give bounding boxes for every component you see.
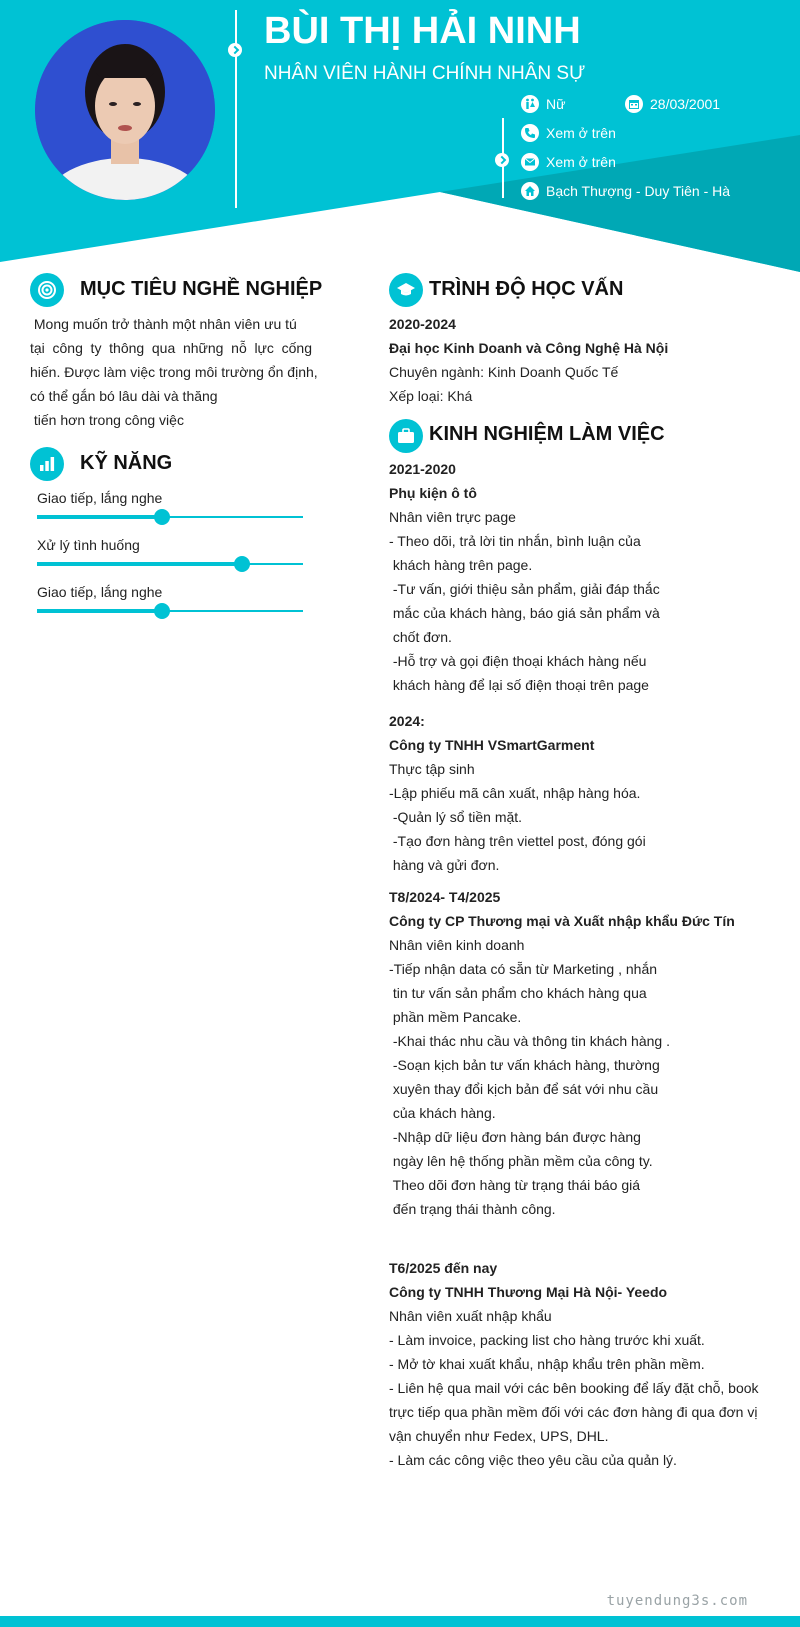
job-line: khách hàng để lại số điện thoại trên page [389, 677, 649, 693]
graduation-cap-icon [389, 273, 423, 307]
experience-title: KINH NGHIỆM LÀM VIỆC [429, 423, 665, 445]
bar-chart-icon [30, 447, 64, 481]
contact-phone: Xem ở trên [546, 125, 616, 141]
job-line: Theo dõi đơn hàng từ trạng thái báo giá [389, 1177, 641, 1193]
job-line: khách hàng trên page. [389, 557, 533, 573]
contact-birthday: 28/03/2001 [650, 96, 721, 112]
job-line: đến trạng thái thành công. [389, 1201, 556, 1217]
job-line: -Hỗ trợ và gọi điện thoại khách hàng nếu [389, 653, 647, 669]
skill-label: Giao tiếp, lắng nghe [37, 490, 163, 506]
job-line: - Liên hệ qua mail với các bên booking để lấy đặt chỗ, book [389, 1380, 759, 1396]
job-line: chốt đơn. [389, 629, 452, 645]
education-grade: Xếp loại: Khá [389, 388, 473, 404]
education-school: Đại học Kinh Doanh và Công Nghệ Hà Nội [389, 340, 669, 356]
education-title: TRÌNH ĐỘ HỌC VẤN [429, 278, 624, 300]
skill-label: Xử lý tình huống [37, 537, 140, 553]
job-line: - Làm invoice, packing list cho hàng trước khi xuất. [389, 1332, 705, 1348]
job-line: -Lập phiếu mã cân xuất, nhập hàng hóa. [389, 785, 641, 801]
target-icon [30, 273, 64, 307]
job-line: -Nhập dữ liệu đơn hàng bán được hàng [389, 1129, 641, 1145]
experience-job [389, 457, 660, 697]
avatar [35, 20, 215, 200]
objective-line: hiến. Được làm việc trong môi trường ổn định, [30, 364, 318, 380]
job-period: 2024: [389, 713, 425, 729]
job-line: -Tư vấn, giới thiệu sản phẩm, giải đáp thắc [389, 581, 660, 597]
job-line: hàng và gửi đơn. [389, 857, 500, 873]
job-line: -Soạn kịch bản tư vấn khách hàng, thường [389, 1057, 660, 1073]
skill-slider-knob [154, 603, 170, 619]
job-line: -Khai thác nhu cầu và thông tin khách hàng . [389, 1033, 670, 1049]
skill-slider-fill [37, 609, 162, 613]
education-major: Chuyên ngành: Kinh Doanh Quốc Tế [389, 364, 619, 380]
contact-email: Xem ở trên [546, 154, 616, 170]
job-company: Công ty TNHH VSmartGarment [389, 737, 595, 753]
gender-icon [521, 95, 539, 113]
job-role: Nhân viên xuất nhập khẩu [389, 1308, 552, 1324]
objective-text [30, 312, 318, 432]
job-role: Nhân viên trực page [389, 509, 516, 525]
skill-slider-fill [37, 562, 242, 566]
objective-line: có thể gắn bó lâu dài và thăng [30, 388, 218, 404]
skill-slider-track [37, 563, 303, 565]
home-icon [521, 182, 539, 200]
education-period: 2020-2024 [389, 316, 456, 332]
header-divider-line [235, 10, 237, 208]
job-role: Nhân viên kinh doanh [389, 937, 525, 953]
candidate-name: BÙI THỊ HẢI NINH [264, 10, 581, 52]
header-divider-dot-icon [228, 43, 242, 57]
skill-label: Giao tiếp, lắng nghe [37, 584, 163, 600]
skill-slider-track [37, 610, 303, 612]
job-period: T8/2024- T4/2025 [389, 889, 501, 905]
job-line: -Tiếp nhận data có sẵn từ Marketing , nhắn [389, 961, 658, 977]
job-line: mắc của khách hàng, báo giá sản phẩm và [389, 605, 660, 621]
experience-job [389, 1256, 759, 1472]
skill-slider-fill [37, 515, 162, 519]
skill-slider-knob [154, 509, 170, 525]
skills-title: KỸ NĂNG [80, 452, 173, 474]
skill-slider-knob [234, 556, 250, 572]
job-line: vận chuyển như Fedex, UPS, DHL. [389, 1428, 609, 1444]
email-icon [521, 153, 539, 171]
contact-gender: Nữ [546, 96, 566, 112]
watermark: tuyendung3s.com [606, 1593, 748, 1609]
objective-line: tiến hơn trong công việc [30, 412, 184, 428]
job-line: -Quản lý sổ tiền mặt. [389, 809, 523, 825]
job-line: - Làm các công việc theo yêu cầu của quản lý. [389, 1452, 677, 1468]
skill-slider-track [37, 516, 303, 518]
job-period: 2021-2020 [389, 461, 456, 477]
job-role: Thực tập sinh [389, 761, 475, 777]
contact-address: Bạch Thượng - Duy Tiên - Hà [546, 183, 731, 199]
experience-job [389, 709, 646, 877]
job-line: - Mở tờ khai xuất khẩu, nhập khẩu trên phần mềm. [389, 1356, 705, 1372]
briefcase-icon [389, 419, 423, 453]
job-line: tin tư vấn sản phẩm cho khách hàng qua [389, 985, 647, 1001]
job-line: của khách hàng. [389, 1105, 496, 1121]
job-period: T6/2025 đến nay [389, 1260, 498, 1276]
objective-line: Mong muốn trở thành một nhân viên ưu tú [30, 316, 297, 332]
job-line: -Tạo đơn hàng trên viettel post, đóng gói [389, 833, 646, 849]
job-line: xuyên thay đổi kịch bản để sát với nhu cầu [389, 1081, 659, 1097]
footer-bar [0, 1616, 800, 1627]
job-company: Công ty TNHH Thương Mại Hà Nội- Yeedo [389, 1284, 668, 1300]
job-line: ngày lên hệ thống phần mềm của công ty. [389, 1153, 653, 1169]
job-company: Phụ kiện ô tô [389, 485, 477, 501]
phone-icon [521, 124, 539, 142]
job-company: Công ty CP Thương mại và Xuất nhập khẩu Đức Tín [389, 913, 735, 929]
job-title: NHÂN VIÊN HÀNH CHÍNH NHÂN SỰ [264, 63, 586, 84]
job-line: phần mềm Pancake. [389, 1009, 522, 1025]
calendar-icon [625, 95, 643, 113]
job-line: - Theo dõi, trả lời tin nhắn, bình luận của [389, 533, 641, 549]
objective-line: tại công ty thông qua những nỗ lực cống [30, 340, 312, 356]
experience-job [389, 885, 735, 1221]
objective-title: MỤC TIÊU NGHỀ NGHIỆP [80, 278, 323, 300]
contact-divider-dot-icon [495, 153, 509, 167]
education-block [389, 312, 668, 408]
job-line: trực tiếp qua phần mềm đối với các đơn hàng đi qua đơn vị [389, 1404, 758, 1420]
